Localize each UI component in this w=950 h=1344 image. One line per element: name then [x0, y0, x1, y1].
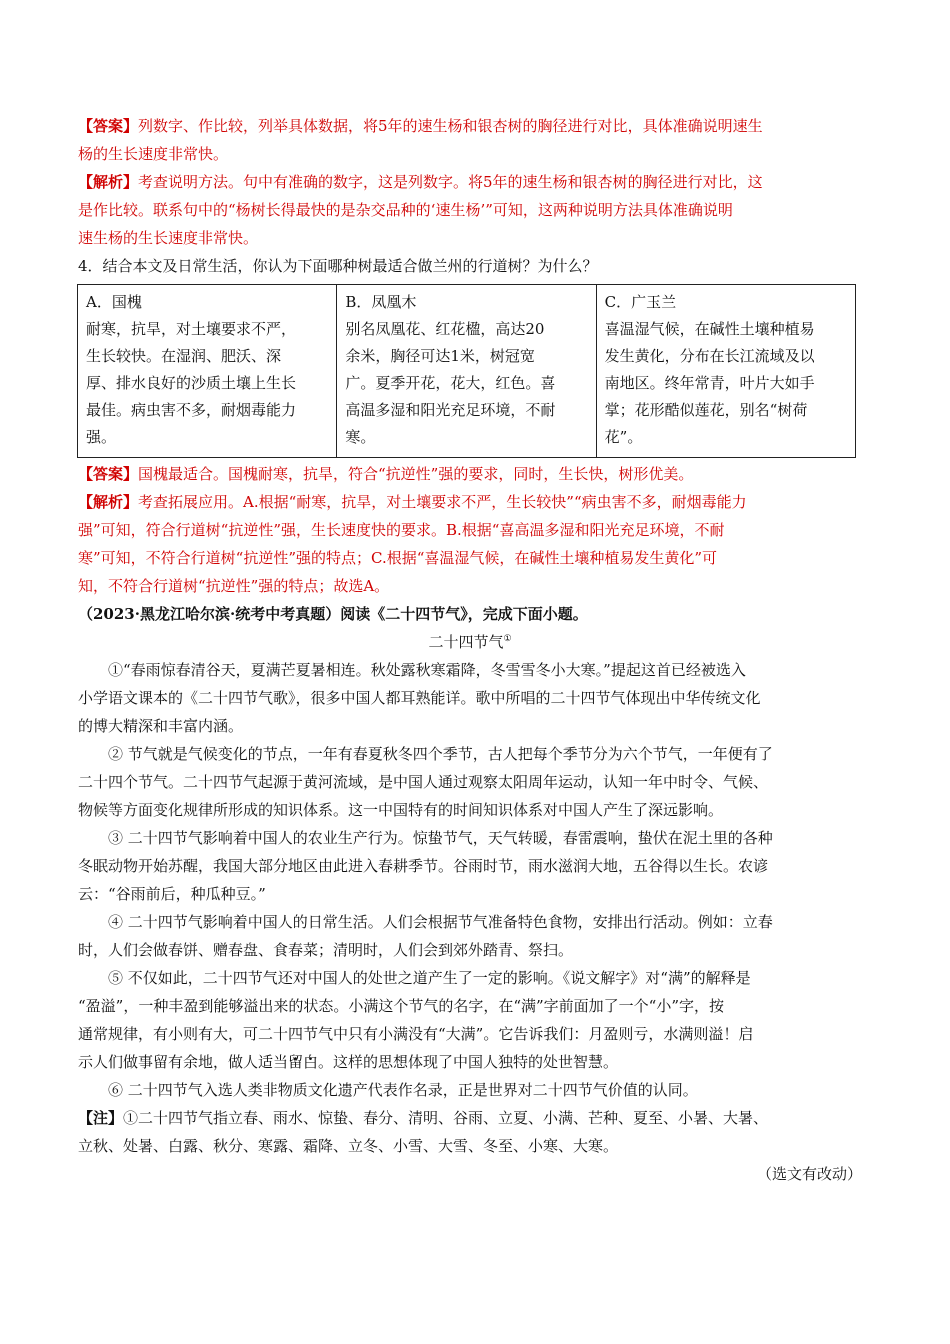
paragraph-5: ⑤ 不仅如此，二十四节气还对中国人的处世之道产生了一定的影响。《说文解字》对“满”的解释是: [108, 969, 751, 987]
paragraph-6: ⑥ 二十四节气入选人类非物质文化遗产代表作名录，正是世界对二十四节气价值的认同。: [108, 1081, 698, 1099]
answer-tag: 【答案】: [78, 117, 139, 135]
paragraph-1-cont: 的博大精深和丰富内涵。: [78, 717, 244, 735]
paragraph-2-cont: 二十四个节气。二十四节气起源于黄河流域，是中国人通过观察太阳周年运动，认知一年中时令、气候、: [78, 773, 769, 791]
q3-analysis: 【解析】考查说明方法。句中有准确的数字，这是列数字。将5年的速生杨和银杏树的胸径进行对比，这: [78, 173, 763, 191]
paragraph-3-cont: 云：“谷雨前后，种瓜种豆。”: [78, 885, 266, 903]
paragraph-3-cont: 冬眠动物开始苏醒，我国大部分地区由此进入春耕季节。谷雨时节，雨水滋润大地，五谷得以生长。农谚: [78, 857, 769, 875]
footnote: 【注】①二十四节气指立春、雨水、惊蛰、春分、清明、谷雨、立夏、小满、芒种、夏至、小暑、大暑、: [78, 1109, 769, 1127]
paragraph-5-cont: 通常规律，有小则有大，可二十四节气中只有小满没有“大满”。它告诉我们：月盈则亏，水满则溢！启: [78, 1025, 754, 1043]
option-title: C．广玉兰: [604, 293, 677, 311]
q3-answer-cont: 杨的生长速度非常快。: [78, 145, 229, 163]
emphasis-char: 白 ·: [303, 1053, 318, 1071]
paragraph-1: ①“春雨惊春清谷天，夏满芒夏暑相连。秋处露秋寒霜降，冬雪雪冬小大寒。”提起这首已经被选入: [108, 661, 746, 679]
q3-analysis-cont: 是作比较。联系句中的“杨树长得最快的是杂交品种的‘速生杨’”可知，这两种说明方法具体准确说明: [78, 201, 733, 219]
analysis-tag: 【解析】: [78, 493, 139, 511]
footnote-cont: 立秋、处暑、白露、秋分、寒露、霜降、立冬、小雪、大雪、冬至、小寒、大寒。: [78, 1137, 619, 1155]
source-note: （选文有改动）: [756, 1165, 862, 1183]
paragraph-5-cont: “盈溢”，一种丰盈到能够溢出来的状态。小满这个节气的名字，在“满”字前面加了一个“小”字，按: [78, 997, 725, 1015]
q4-analysis-cont: 强”可知，符合行道树“抗逆性”强，生长速度快的要求。B.根据“喜高温多湿和阳光充足环境，不耐: [78, 521, 725, 539]
emphasis-char: 留 ·: [288, 1053, 303, 1071]
paragraph-5-cont: 示人们做事留有余地，做人适当留 ·白 ·。这样的思想体现了中国人独特的处世智慧。: [78, 1048, 862, 1076]
option-title: A．国槐: [86, 293, 142, 311]
document-page: [78, 112, 862, 1188]
q4-question: 4．结合本文及日常生活，你认为下面哪种树最适合做兰州的行道树？为什么？: [78, 257, 598, 275]
analysis-tag: 【解析】: [78, 173, 139, 191]
q3-analysis-cont: 速生杨的生长速度非常快。: [78, 229, 259, 247]
option-title: B．凤凰木: [345, 293, 417, 311]
q3-answer: 【答案】列数字、作比较，列举具体数据，将5年的速生杨和银杏树的胸径进行对比，具体准确说明速生: [78, 117, 763, 135]
paragraph-2: ② 节气就是气候变化的节点，一年有春夏秋冬四个季节，古人把每个季节分为六个节气，一年便有了: [108, 745, 773, 763]
paragraph-2-cont: 物候等方面变化规律所形成的知识体系。这一中国特有的时间知识体系对中国人产生了深远影响。: [78, 801, 724, 819]
footnote-marker: ①: [503, 634, 512, 644]
option-b: B．凤凰木 别名凤凰花、红花楹，高达20 余米，胸径可达1米，树冠宽 广。夏季开花，花大，红色。喜 高温多湿和阳光充足环境，不耐 寒。: [337, 285, 596, 458]
paragraph-4: ④ 二十四节气影响着中国人的日常生活。人们会根据节气准备特色食物，安排出行活动。例如：立春: [108, 913, 773, 931]
paragraph-4-cont: 时，人们会做春饼、赠春盘、食春菜；清明时，人们会到郊外踏青、祭扫。: [78, 941, 574, 959]
article-title: 二十四节气①: [428, 633, 512, 651]
option-a: A．国槐 耐寒，抗旱，对土壤要求不严， 生长较快。在湿润、肥沃、深 厚、排水良好的沙质土壤上生长 最佳。病虫害不多，耐烟毒能力 强。: [78, 285, 337, 458]
q4-answer: 【答案】国槐最适合。国槐耐寒，抗旱，符合“抗逆性”强的要求，同时，生长快，树形优美。: [78, 465, 694, 483]
q4-analysis: 【解析】考查拓展应用。A.根据“耐寒，抗旱，对土壤要求不严，生长较快”“病虫害不多，耐烟毒能力: [78, 493, 747, 511]
article-source: （2023·黑龙江哈尔滨·统考中考真题）阅读《二十四节气》，完成下面小题。: [78, 605, 588, 623]
answer-tag: 【答案】: [78, 465, 139, 483]
q4-analysis-cont: 知，不符合行道树“抗逆性”强的特点；故选A。: [78, 577, 390, 595]
note-tag: 【注】: [78, 1109, 124, 1127]
paragraph-1-cont: 小学语文课本的《二十四节气歌》，很多中国人都耳熟能详。歌中所唱的二十四节气体现出中华传统文化: [78, 689, 761, 707]
paragraph-3: ③ 二十四节气影响着中国人的农业生产行为。惊蛰节气，天气转暖，春雷震响，蛰伏在泥土里的各种: [108, 829, 773, 847]
q4-analysis-cont: 寒”可知，不符合行道树“抗逆性”强的特点；C.根据“喜温湿气候，在碱性土壤种植易发生黄化”可: [78, 549, 718, 567]
options-table: [77, 284, 856, 458]
option-c: C．广玉兰 喜温湿气候，在碱性土壤种植易 发生黄化，分布在长江流域及以 南地区。终年常青，叶片大如手 掌；花形酷似莲花，别名“树荷 花”。: [596, 285, 855, 458]
